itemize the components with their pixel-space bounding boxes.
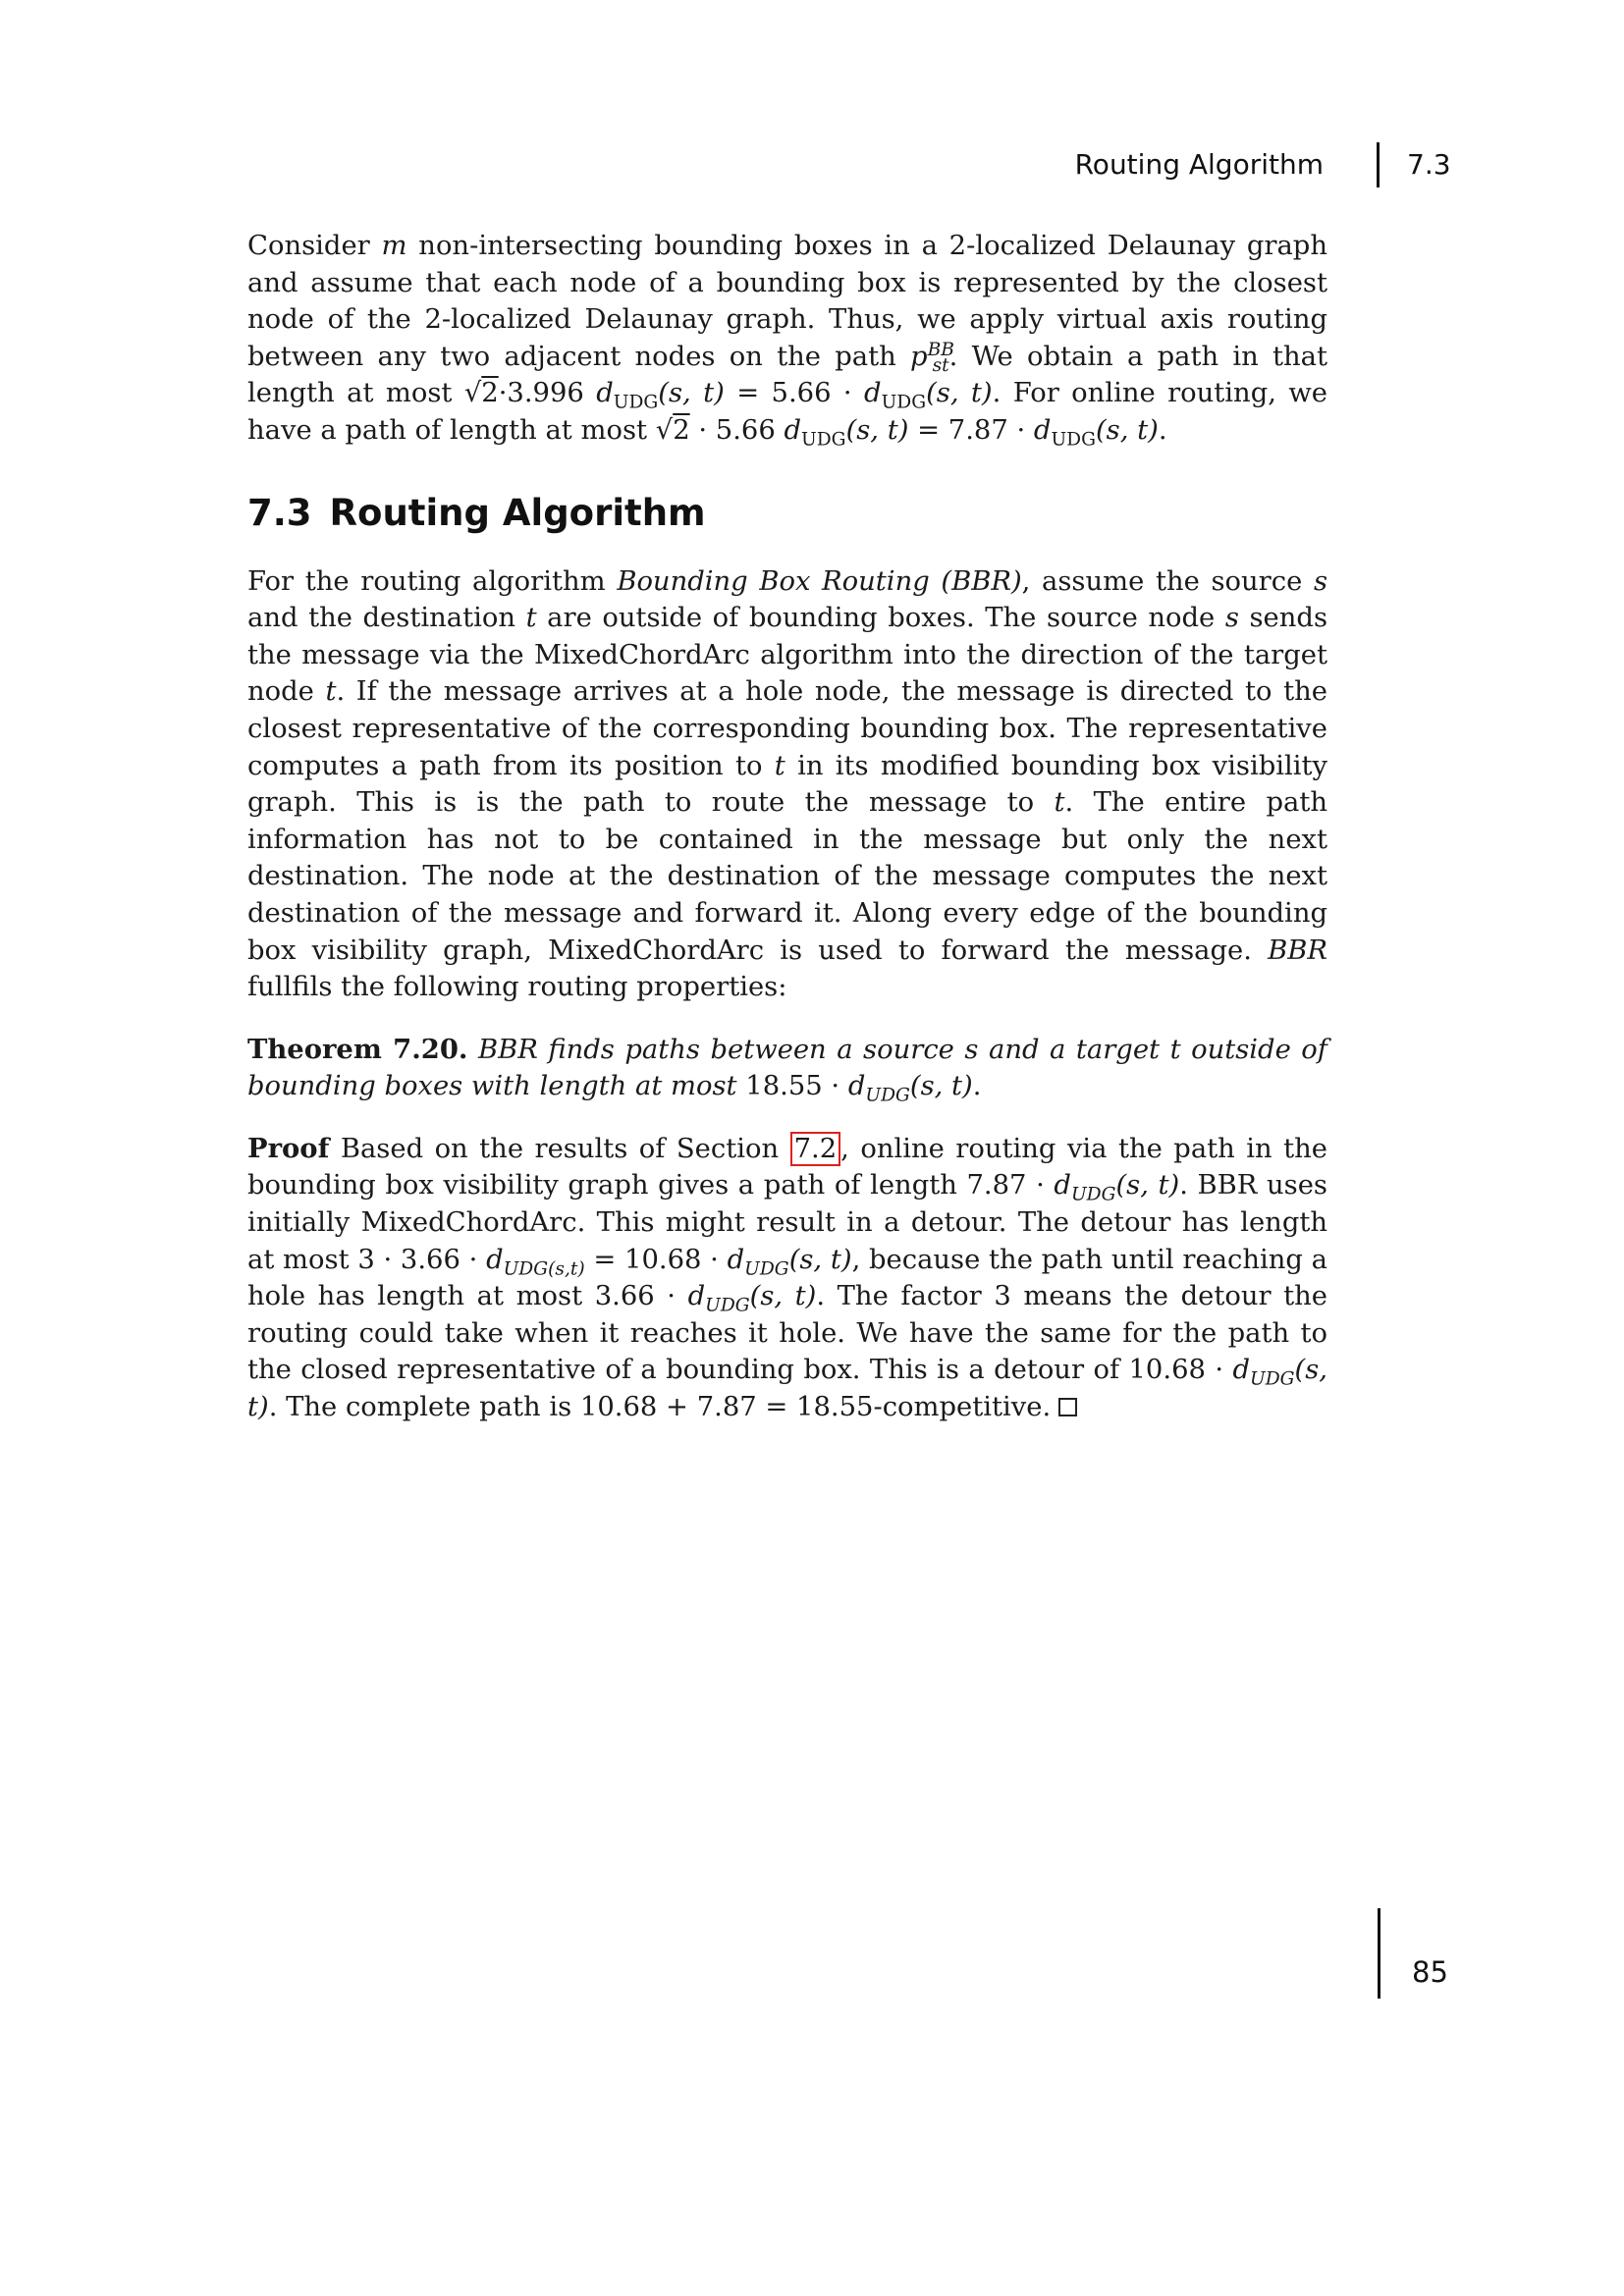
math-path-pst-bb: $p^{BB}_{st}$ [910,339,954,377]
section-title: Routing Algorithm [329,491,706,534]
sqrt-symbol: √2 [463,378,499,409]
running-head [1074,142,1473,189]
running-head-divider [1377,142,1380,187]
qed-box-icon [1058,1398,1077,1416]
body-paragraph: For the routing algorithm Bounding Box Routing (BBR), assume the source s and the destination t are outside of bounding boxes. The source node s sends the message via the MixedChordArc algorithm into the direction of the target node t. If the message arrives at a hole node, the message is directed to the closest representative of the corresponding bounding box. The representative computes a path from its position to t in its modified bounding box visibility graph. This is is the path to route the message to t. The entire path information has not to be contained in the message but only the next destination. The node at the destination of the message computes the next destination of the message and forward it. Along every edge of the bounding box visibility graph, MixedChordArc is used to forward the message. BBR fullfils the following routing properties: [247,565,1328,1003]
theorem-7-20: Theorem 7.20. BBR finds paths between a source s and a target t outside of bounding boxes with length at most $18.55 \cdot d_{UDG}(s$, t). [247,1033,1327,1106]
page-number: 85 [1412,1955,1448,1989]
page-content [247,228,1327,1426]
proof-paragraph: Proof Based on the results of Section 7.2 , online routing via the path in the bounding box visibility graph gives a path of length $7.87 \cdot d_{UDG}(s$, t). BBR uses initially MixedChordArc. This might result in a detour. The detour has length at most $3 \cdot 3.66 \cdot d_{UDG(s,t)} = 10.68 \cdot d_{UDG}(s$, t), because the path until reaching a hole has length at most $3.66 \cdot d_{UDG}(s$, t). The factor 3 means the detour the routing could take when it reaches it hole. We have the same for the path to the closed representative of a bounding box. This is a detour of $10.68 \cdot d_{UDG}(s$, t). The complete path is 10.68 + 7.87 = 18.55-competitive. [247,1132,1328,1423]
running-head-section-number: 7.3 [1407,148,1451,181]
intro-paragraph: Consider m non-intersecting bounding boxes in a 2-localized Delaunay graph and assume that each node of a bounding box is represented by the closest node of the 2-localized Delaunay graph. Thus, we apply virtual axis routing between any two adjacent nodes on the path $p^{BB}_{st}$. We obtain a path in that length at most √2·3.996 $d_{UDG}(s$, $t) = 5.66 \cdot d_{UDG}(s$, t). For online routing, we have a path of length at most √2 · 5.66 $d_{UDG}(s$, $t) = 7.87 \cdot d_{UDG}(s$, t). [247,231,1327,451]
section-heading [247,491,1327,536]
running-head-title: Routing Algorithm [1074,148,1324,181]
section-7-2-link[interactable]: 7.2 [790,1132,841,1166]
theorem-label: Theorem 7.20. [247,1033,468,1065]
proof-label: Proof [247,1132,330,1164]
footer-divider [1378,1908,1380,1999]
section-number: 7.3 [247,491,312,534]
